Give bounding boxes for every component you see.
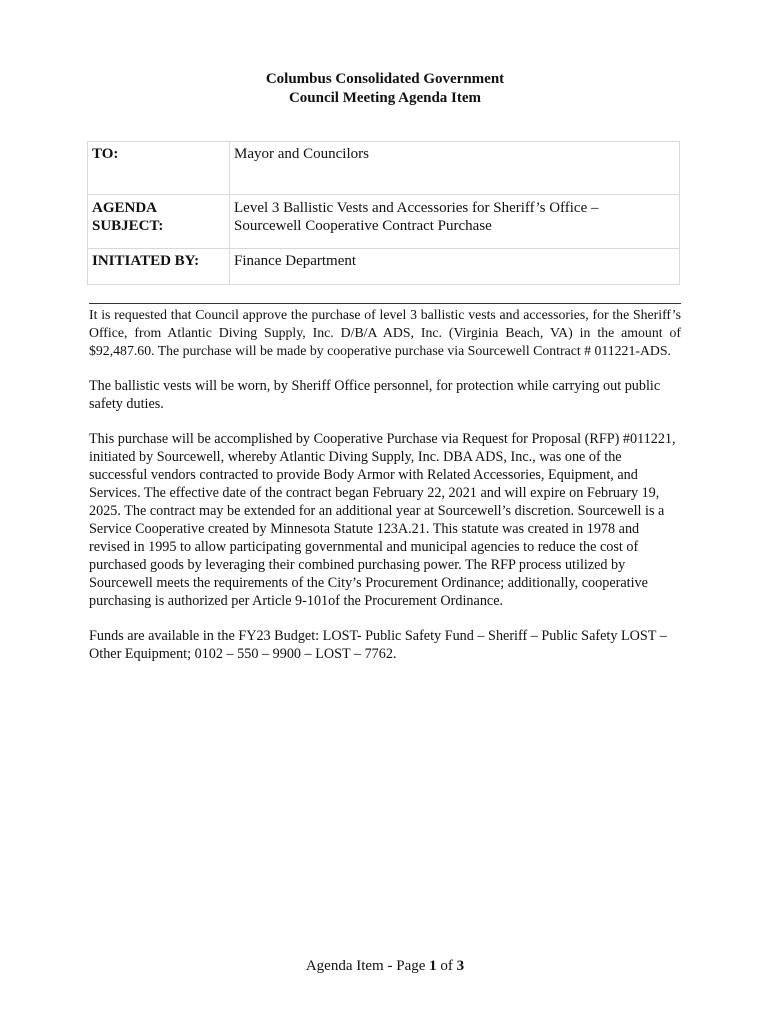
footer-page-total: 3 [456,958,465,974]
to-value: Mayor and Councilors [230,142,680,195]
subject-value-line-2: Sourcewell Cooperative Contract Purchase [234,218,492,234]
request-paragraph: It is requested that Council approve the purchase of level 3 ballistic vests and accessories, for the Sheriff’s Office, from Atlantic Diving Supply, Inc. D/B/A ADS, Inc. (Virginia Beach, VA) in the amount of $92,487.60. The purchase will be made by cooperative purchase via Sourcewell Contract # 011221-ADS. [89,307,681,358]
subject-row [88,195,680,249]
purpose-paragraph: The ballistic vests will be worn, by Sheriff Office personnel, for protection while carrying out public safety duties. [89,378,661,412]
procurement-paragraph: This purchase will be accomplished by Cooperative Purchase via Request for Proposal (RFP) #011221, initiated by Sourcewell, whereby Atlantic Diving Supply, Inc. DBA ADS, Inc., was one of the successful vendors contracted to provide Body Armor with Related Accessories, Equipment, and Services. The effective date of the contract began February 22, 2021 and will expire on February 19, 2025. The contract may be extended for an additional year at Sourcewell’s discretion. Sourcewell is a Service Cooperative created by Minnesota Statute 123A.21. This statute was created in 1978 and revised in 1995 to allow participating governmental and municipal agencies to reduce the cost of purchased goods by leveraging their combined purchasing power. The RFP process utilized by Sourcewell meets the requirements of the City’s Procurement Ordinance; additionally, cooperative purchasing is authorized per Article 9-101of the Procurement Ordinance. [89,431,676,609]
agenda-info-table [87,141,680,285]
footer-page-number: 1 [429,958,437,974]
footer-prefix: Agenda Item - Page [305,958,430,974]
document-header [0,70,770,108]
subject-value [230,195,680,249]
document-body [89,306,681,680]
initiated-by-value: Finance Department [230,249,680,285]
funding-paragraph: Funds are available in the FY23 Budget: LOST- Public Safety Fund – Sheriff – Public Safety LOST – Other Equipment; 0102 – 550 – 9900 – LOST – 7762. [89,628,667,662]
subject-label-line-2: SUBJECT: [92,218,164,234]
initiated-by-label: INITIATED BY: [88,249,230,285]
header-government-name: Columbus Consolidated Government [265,71,505,87]
to-label: TO: [88,142,230,195]
page-footer [0,958,770,975]
subject-label-line-1: AGENDA [92,200,158,216]
section-divider [89,303,681,304]
subject-label [88,195,230,249]
footer-of: of [436,958,457,974]
subject-value-line-1: Level 3 Ballistic Vests and Accessories for Sheriff’s Office – [234,200,599,216]
header-document-type: Council Meeting Agenda Item [288,90,482,106]
to-row [88,142,680,195]
initiated-by-row [88,249,680,285]
